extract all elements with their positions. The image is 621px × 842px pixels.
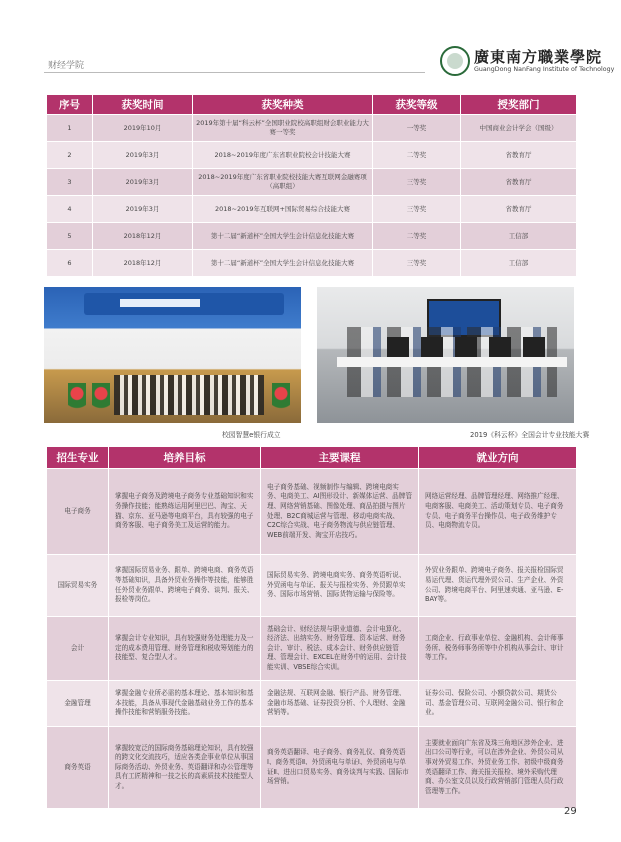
table-row	[47, 555, 577, 617]
school-seal-icon	[440, 46, 470, 76]
award-index: 3	[47, 169, 93, 196]
bank-opening-photo	[44, 287, 301, 423]
awards-table	[46, 94, 577, 277]
award-date: 2019年10月	[93, 115, 193, 142]
award-type: 第十二届“新道杯”全国大学生会计信息化技能大赛	[193, 223, 373, 250]
award-index: 2	[47, 142, 93, 169]
major-courses: 电子商务基础、视频制作与编辑、跨境电商实务、电商美工、AI图形设计、新媒体运营、品牌管理、网络营销基础、图像处理、商品拍摄与图片处理、B2C商城运营与管理、移动电商实战、C2C综合实战、电子商务物流与供应链管理、WEB前端开发、淘宝开店技巧。	[261, 469, 419, 555]
table-row	[47, 115, 577, 142]
award-date: 2019年3月	[93, 169, 193, 196]
award-issuer: 中国商业会计学会（国级）	[461, 115, 577, 142]
table-row	[47, 169, 577, 196]
award-date: 2019年3月	[93, 142, 193, 169]
award-index: 6	[47, 250, 93, 277]
award-issuer: 省教育厅	[461, 169, 577, 196]
award-level: 三等奖	[373, 250, 461, 277]
table-row	[47, 250, 577, 277]
competition-photo	[317, 287, 574, 423]
school-name-cn: 廣東南方職業學院	[474, 48, 603, 66]
page-number: 29	[564, 806, 577, 817]
award-issuer: 工信部	[461, 223, 577, 250]
award-issuer: 工信部	[461, 250, 577, 277]
major-career: 主要就业面向广东省及珠三角地区涉外企业、进出口公司等行业，可以在涉外企业、外贸公司从事对外贸易工作、外贸业务工作、初级中级商务英语翻译工作、海关报关报检、境外采购代理商、办公室文员以及行政营销部门管理人员行政管理等工作。	[419, 727, 577, 809]
table-row	[47, 142, 577, 169]
awards-col-header: 获奖种类	[193, 95, 373, 115]
major-career: 证券公司、保险公司、小额贷款公司、期货公司、基金管理公司、互联网金融公司、银行和企业。	[419, 681, 577, 727]
table-row	[47, 196, 577, 223]
award-type: 第十二届“新道杯”全国大学生会计信息化技能大赛	[193, 250, 373, 277]
major-goal: 掌握国际贸易业务、跟单、跨境电商、商务英语等基础知识，具备外贸业务操作等技能，能够胜任外贸业务跟单、跨境电子商务、谈判、报关、报检等岗位。	[109, 555, 261, 617]
awards-col-header: 授奖部门	[461, 95, 577, 115]
major-name: 金融管理	[47, 681, 109, 727]
major-goal: 掌握较宽泛的国际商务基础理论知识，具有较强的跨文化交流技巧，适应各类企事业单位从事国际商务活动、外贸业务、英语翻译和办公管理等具有工匠精神和一技之长的高素质技术技能型人才。	[109, 727, 261, 809]
awards-header-row	[47, 95, 577, 115]
major-goal: 掌握电子商务及跨境电子商务专业基础知识和实务操作技能；能熟练运用阿里巴巴、淘宝、天猫、京东、亚马逊等电商平台，具有较强的电子商务客服、电子商务美工及运营的能力。	[109, 469, 261, 555]
award-date: 2018年12月	[93, 223, 193, 250]
major-courses: 基础会计、财经法规与职业道德、会计电算化、经济法、出纳实务、财务管理、资本运营、财务会计、审计、税法、成本会计、财务供应链管理、管理会计、EXCEL在财务中的运用、会计技能实训、VBSE综合实训。	[261, 617, 419, 681]
major-goal: 掌握会计专业知识，具有较强财务处理能力及一定的成本费用管理、财务管理和税收筹划能力的技能型、复合型人才。	[109, 617, 261, 681]
school-name-en: GuangDong NanFang Institute of Technology	[474, 66, 615, 73]
majors-table	[46, 446, 577, 809]
award-type: 2019年第十届“科云杯”全国职业院校高职组财会职业能力大赛一等奖	[193, 115, 373, 142]
majors-col-header: 就业方向	[419, 447, 577, 469]
table-row	[47, 469, 577, 555]
major-name: 商务英语	[47, 727, 109, 809]
award-index: 1	[47, 115, 93, 142]
major-courses: 国际贸易实务、跨境电商实务、商务英语听说、外贸函电与单证、报关与报检实务、外贸跟单实务、国际市场营销、国际货物运输与保险等。	[261, 555, 419, 617]
award-level: 二等奖	[373, 142, 461, 169]
photo-caption-competition: 2019《科云杯》全国会计专业技能大赛	[470, 431, 590, 439]
awards-col-header: 获奖时间	[93, 95, 193, 115]
table-row	[47, 681, 577, 727]
awards-col-header: 序号	[47, 95, 93, 115]
school-logo	[440, 44, 615, 80]
award-type: 2018~2019年互联网+国际贸易综合技能大赛	[193, 196, 373, 223]
table-row	[47, 223, 577, 250]
award-issuer: 省教育厅	[461, 196, 577, 223]
major-career: 外贸业务跟单、跨境电子商务、报关报检国际贸易运代理、货运代理外贸公司、生产企业、外资公司、跨境电商平台、阿里速卖通、亚马逊、E-BAY等。	[419, 555, 577, 617]
award-level: 三等奖	[373, 169, 461, 196]
group-of-people	[114, 375, 264, 415]
bank-signboard	[84, 293, 284, 315]
award-index: 5	[47, 223, 93, 250]
majors-col-header: 招生专业	[47, 447, 109, 469]
table-row	[47, 617, 577, 681]
majors-header-row	[47, 447, 577, 469]
desk	[337, 357, 567, 367]
award-issuer: 省教育厅	[461, 142, 577, 169]
section-title: 财经学院	[48, 61, 85, 71]
major-courses: 金融法规、互联网金融、银行产品、财务管理、金融市场基础、证券投资分析、个人理财、金融营销等。	[261, 681, 419, 727]
header-divider	[44, 72, 425, 73]
award-level: 二等奖	[373, 223, 461, 250]
award-type: 2018~2019年度广东省职业院校会计技能大赛	[193, 142, 373, 169]
major-name: 电子商务	[47, 469, 109, 555]
award-date: 2018年12月	[93, 250, 193, 277]
majors-col-header: 主要课程	[261, 447, 419, 469]
major-name: 国际贸易实务	[47, 555, 109, 617]
flower-stand-icon	[272, 383, 290, 413]
table-row	[47, 727, 577, 809]
major-career: 工商企业、行政事业单位、金融机构、会计师事务所、税务师事务所等中介机构从事会计、审计等工作。	[419, 617, 577, 681]
major-goal: 掌握金融专业所必需的基本理论、基本知识和基本技能，具备从事现代金融基础业务工作的基本操作技能和营销服务技能。	[109, 681, 261, 727]
award-level: 三等奖	[373, 196, 461, 223]
major-name: 会计	[47, 617, 109, 681]
award-index: 4	[47, 196, 93, 223]
major-career: 网络运营经理、品牌管理经理、网络推广经理、电商客服、电商美工、活动策划专员、电子商务专员、电子商务平台操作员、电子政务维护专员、电商物流专员。	[419, 469, 577, 555]
flower-stand-icon	[68, 383, 86, 413]
flower-stand-icon	[92, 383, 110, 413]
photo-caption-bank: 校园智慧e银行成立	[222, 431, 281, 439]
award-type: 2018~2019年度广东省职业院校技能大赛互联网金融赛项（高职组）	[193, 169, 373, 196]
award-level: 一等奖	[373, 115, 461, 142]
award-date: 2019年3月	[93, 196, 193, 223]
awards-col-header: 获奖等级	[373, 95, 461, 115]
majors-col-header: 培养目标	[109, 447, 261, 469]
major-courses: 商务英语翻译、电子商务、商务礼仪、商务英语Ⅰ、商务英语Ⅱ、外贸函电与单证Ⅰ、外贸函电与单证Ⅱ、进出口贸易实务、商务谈判与实践、国际市场营销。	[261, 727, 419, 809]
